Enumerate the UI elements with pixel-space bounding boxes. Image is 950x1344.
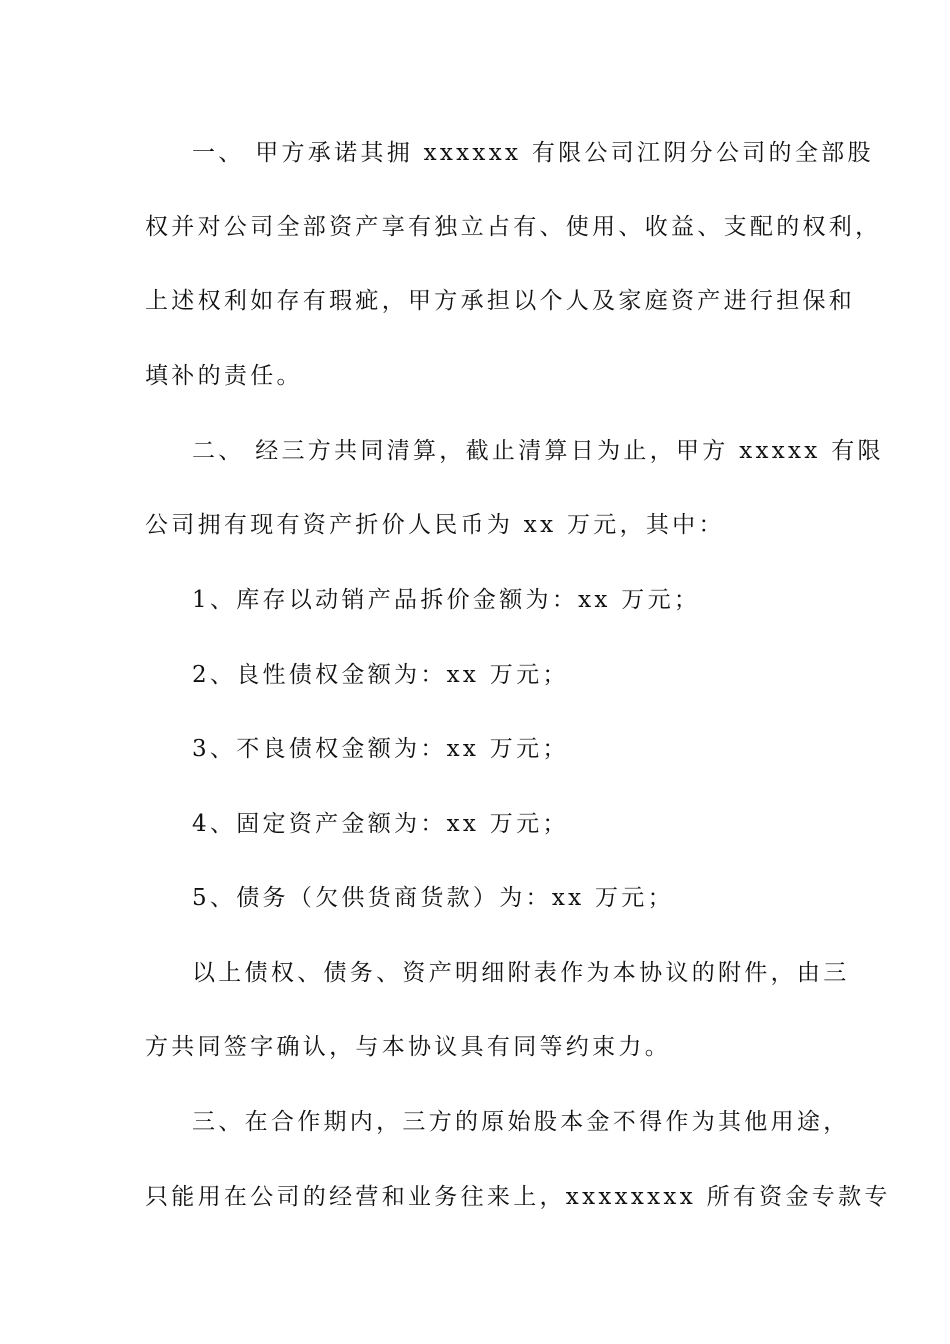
clause-1-line-2: 权并对公司全部资产享有独立占有、使用、收益、支配的权利， (145, 214, 882, 240)
attachment-note-line-1: 以上债权、债务、资产明细附表作为本协议的附件，由三 (192, 960, 850, 986)
list-item-5: 5、债务（欠供货商货款）为：xx 万元； (192, 885, 674, 911)
clause-1-line-1: 一、 甲方承诺其拥 xxxxxx 有限公司江阴分公司的全部股 (192, 140, 874, 166)
list-item-3: 3、不良债权金额为：xx 万元； (192, 736, 569, 762)
clause-3-line-1: 三、在合作期内，三方的原始股本金不得作为其他用途， (192, 1109, 850, 1135)
clause-3-line-2: 只能用在公司的经营和业务往来上，xxxxxxxx 所有资金专款专 (145, 1184, 891, 1210)
list-item-2: 2、良性债权金额为：xx 万元； (192, 662, 569, 688)
clause-2-line-2: 公司拥有现有资产折价人民币为 xx 万元，其中： (145, 512, 725, 538)
list-item-1: 1、库存以动销产品拆价金额为：xx 万元； (192, 587, 701, 613)
clause-1-line-4: 填补的责任。 (145, 363, 303, 389)
attachment-note-line-2: 方共同签字确认，与本协议具有同等约束力。 (145, 1034, 671, 1060)
clause-2-line-1: 二、 经三方共同清算，截止清算日为止，甲方 xxxxx 有限 (192, 438, 884, 464)
clause-1-line-3: 上述权利如存有瑕疵，甲方承担以个人及家庭资产进行担保和 (145, 288, 856, 314)
list-item-4: 4、固定资产金额为：xx 万元； (192, 811, 569, 837)
